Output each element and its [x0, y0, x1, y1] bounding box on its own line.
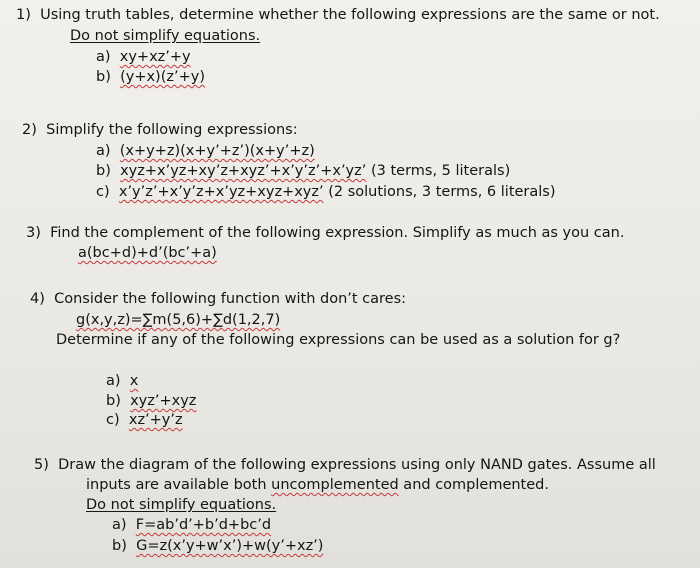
q1-a-label: a)	[96, 49, 111, 65]
q4-heading	[30, 290, 406, 308]
q4-item-c	[106, 411, 183, 429]
q5-heading	[34, 456, 656, 474]
q1-a-expr: xy+xz’+y	[119, 49, 191, 65]
q5-text2-link: uncomplemented	[271, 477, 399, 493]
q2-c-note: (2 solutions, 3 terms, 6 literals)	[328, 184, 556, 200]
q4-item-b	[106, 392, 196, 410]
q4-number: 4)	[30, 291, 45, 307]
q3-text: Find the complement of the following expression. Simplify as much as you can.	[50, 225, 625, 241]
q5-text: Draw the diagram of the following expressions using only NAND gates. Assume all	[58, 457, 656, 473]
q3-expr: a(bc+d)+d’(bc’+a)	[78, 245, 217, 261]
q4-function	[76, 311, 280, 329]
q1-b-expr: (y+x)(z’+y)	[120, 69, 205, 85]
q2-text: Simplify the following expressions:	[46, 122, 298, 138]
q4-b-expr: xyz’+xyz	[130, 393, 197, 409]
q4-item-a	[106, 372, 138, 390]
q5-b-expr: G=z(x’y+w’x’)+w(y’+xz’)	[136, 538, 324, 554]
q2-number: 2)	[22, 122, 37, 138]
q2-item-c	[96, 183, 556, 201]
q5-note: Do not simplify equations.	[86, 497, 277, 513]
q1-text: Using truth tables, determine whether the following expressions are the same or not.	[40, 7, 660, 23]
q5-text2-pre: inputs are available both	[86, 477, 272, 493]
q4-question: Determine if any of the following expressions can be used as a solution for g?	[56, 332, 621, 348]
q3-number: 3)	[26, 225, 41, 241]
q4-a-expr: x	[129, 373, 139, 389]
q3-heading	[26, 224, 624, 242]
q2-a-expr: (x+y+z)(x+y’+z’)(x+y’+z)	[119, 143, 315, 159]
q4-c-expr: xz’+y’z	[128, 412, 183, 428]
q5-number: 5)	[34, 457, 49, 473]
q4-a-label: a)	[106, 373, 121, 389]
q5-text-line2	[86, 476, 549, 494]
q2-c-label: c)	[96, 184, 110, 200]
q1-heading	[16, 6, 660, 24]
q5-a-label: a)	[112, 517, 127, 533]
q2-b-expr: xyz+x’yz+xy’z+xyz’+x’y’z’+x’yz’	[120, 163, 367, 179]
q1-item-a	[96, 48, 191, 66]
q1-note: Do not simplify equations.	[70, 28, 261, 44]
q1-item-b	[96, 68, 205, 86]
q4-text: Consider the following function with don’t cares:	[54, 291, 407, 307]
q2-c-expr: x’y’z’+x’y’z+x’yz+xyz+xyz’	[118, 184, 324, 200]
q5-item-a	[112, 516, 271, 534]
q2-heading	[22, 121, 298, 139]
q2-item-a	[96, 142, 315, 160]
q5-item-b	[112, 537, 323, 555]
q3-expression	[78, 244, 217, 262]
q5-text2-post: and complemented.	[398, 477, 549, 493]
q4-func: g(x,y,z)=∑m(5,6)+∑d(1,2,7)	[76, 312, 281, 328]
q2-item-b	[96, 162, 510, 180]
q2-b-note: (3 terms, 5 literals)	[370, 163, 511, 179]
q1-number: 1)	[16, 7, 31, 23]
q1-b-label: b)	[96, 69, 111, 85]
q2-a-label: a)	[96, 143, 111, 159]
q2-b-label: b)	[96, 163, 111, 179]
q5-b-label: b)	[112, 538, 127, 554]
q4-b-label: b)	[106, 393, 121, 409]
q4-c-label: c)	[106, 412, 120, 428]
q5-a-expr: F=ab’d’+b’d+bc’d	[135, 517, 272, 533]
